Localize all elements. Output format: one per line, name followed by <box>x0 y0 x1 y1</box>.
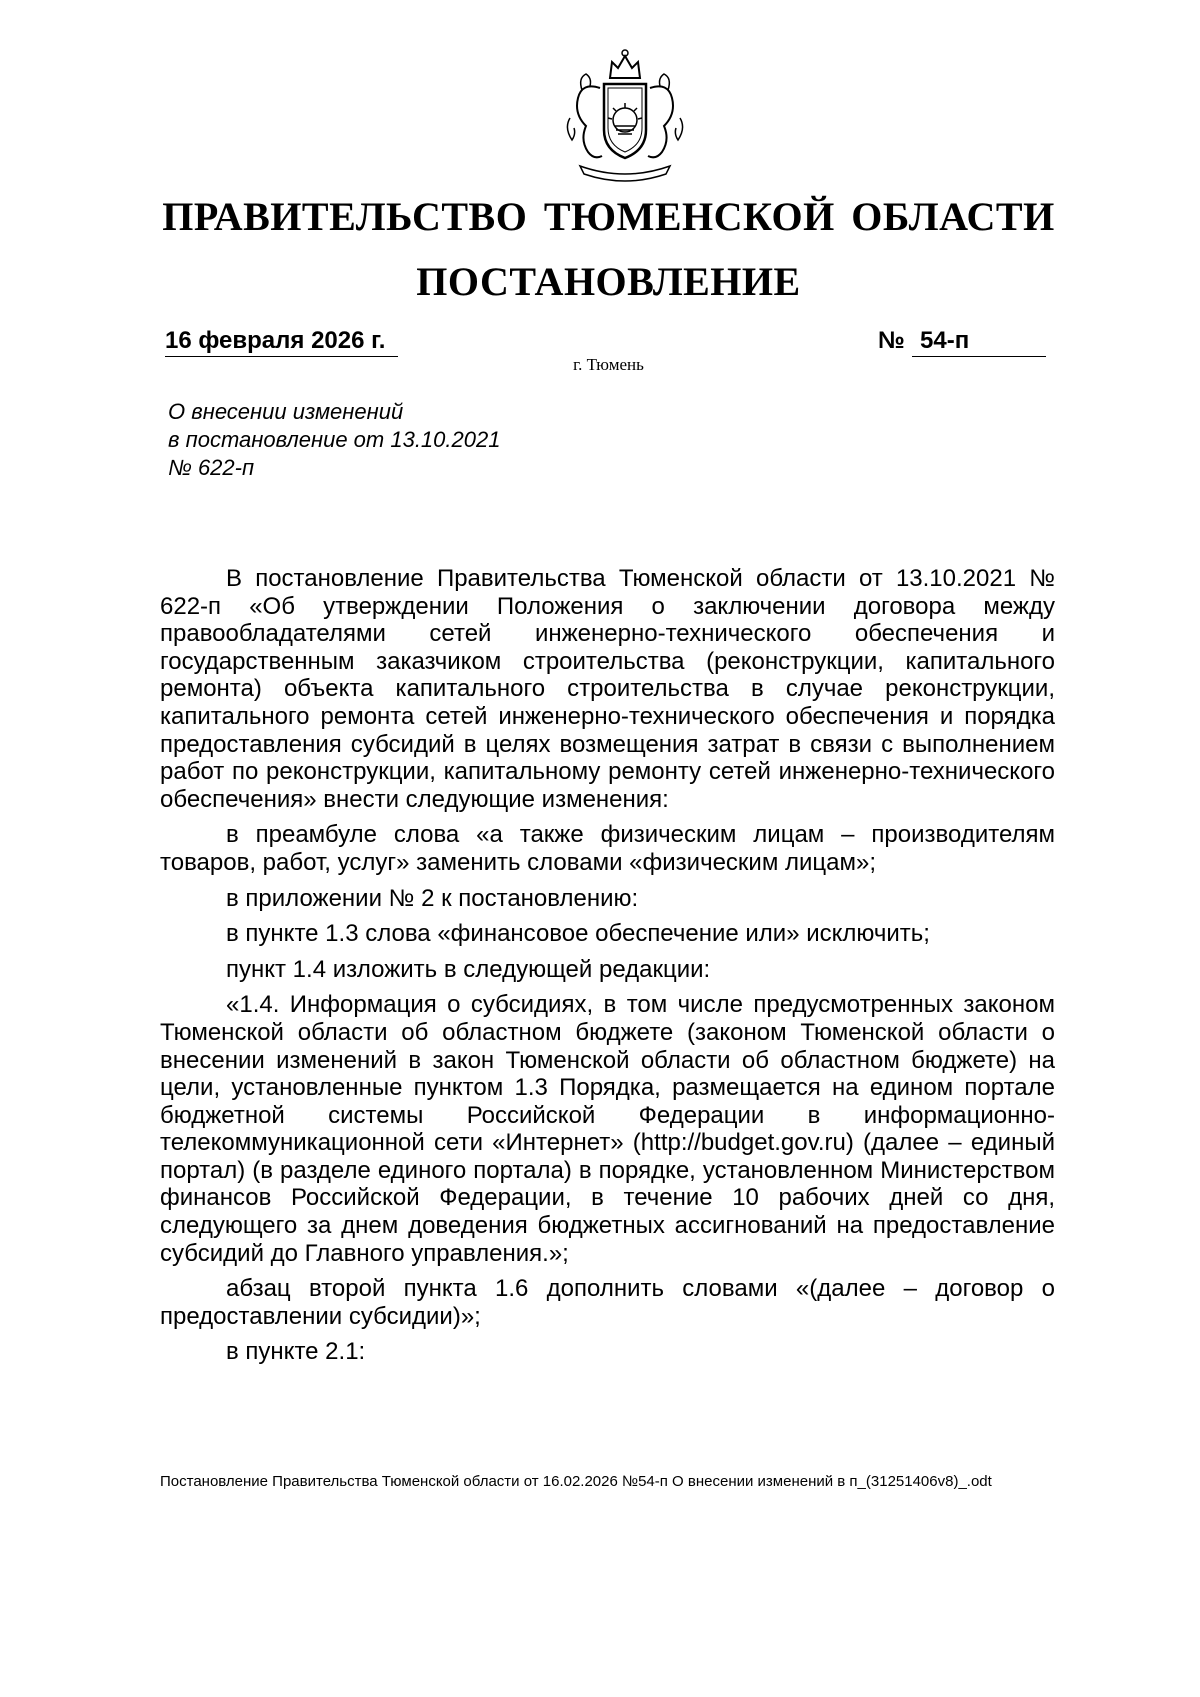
subject-line: в постановление от 13.10.2021 <box>168 427 501 452</box>
paragraph: абзац второй пункта 1.6 дополнить словами «(далее – договор о предоставлении субсидии)»; <box>160 1275 1055 1330</box>
paragraph: в приложении № 2 к постановлению: <box>226 884 639 912</box>
paragraph: в пункте 1.3 слова «финансовое обеспечение или» исключить; <box>226 920 930 948</box>
subject-line: О внесении изменений <box>168 399 404 424</box>
paragraph: В постановление Правительства Тюменской области от 13.10.2021 № 622-п «Об утверждении Положения о заключении договора между правообладателями сетей инженерно-технического обеспечения и государственным заказчиком строительства (реконструкции, капитального ремонта) объекта капитального строительства в случае реконструкции, капитального ремонта сетей инженерно-технического обеспечения и порядка предоставления субсидий в целях возмещения затрат в связи с выполнением работ по реконструкции, капитальному ремонту сетей инженерно-технического обеспечения» внести следующие изменения: <box>160 565 1055 813</box>
document-number: 54-п <box>912 328 1046 357</box>
subject-line: № 622-п <box>168 455 255 480</box>
paragraph: «1.4. Информация о субсидиях, в том числе предусмотренных законом Тюменской области об областном бюджете (законом Тюменской области о внесении изменений в закон Тюменской области об областном бюджете) на цели, установленные пунктом 1.3 Порядка, размещается на едином портале бюджетной системы Российской Федерации в информационно-телекоммуникационной сети «Интернет» (http://budget.gov.ru) (далее – единый портал) (в разделе единого портала) в порядке, установленном Министерством финансов Российской Федерации, в течение 10 рабочих дней со дня, следующего за днем доведения бюджетных ассигнований на предоставление субсидий до Главного управления.»; <box>160 991 1055 1267</box>
page-footer: Постановление Правительства Тюменской области от 16.02.2026 №54-п О внесении изменений в п_(31251406v8)_.odt <box>160 1473 992 1490</box>
coat-of-arms-icon <box>560 48 690 188</box>
government-name: ПРАВИТЕЛЬСТВО ТЮМЕНСКОЙ ОБЛАСТИ <box>162 194 1055 239</box>
city: г. Тюмень <box>573 355 644 374</box>
document-body <box>160 565 1055 1366</box>
document-date: 16 февраля 2026 г. <box>165 328 398 357</box>
paragraph: в преамбуле слова «а также физическим лицам – производителям товаров, работ, услуг» заменить словами «физическим лицам»; <box>160 821 1055 876</box>
document-subject <box>168 398 500 482</box>
document-type: ПОСТАНОВЛЕНИЕ <box>416 259 801 304</box>
paragraph: пункт 1.4 изложить в следующей редакции: <box>226 955 711 983</box>
number-sign: № <box>878 327 905 354</box>
paragraph: в пункте 2.1: <box>226 1338 366 1366</box>
